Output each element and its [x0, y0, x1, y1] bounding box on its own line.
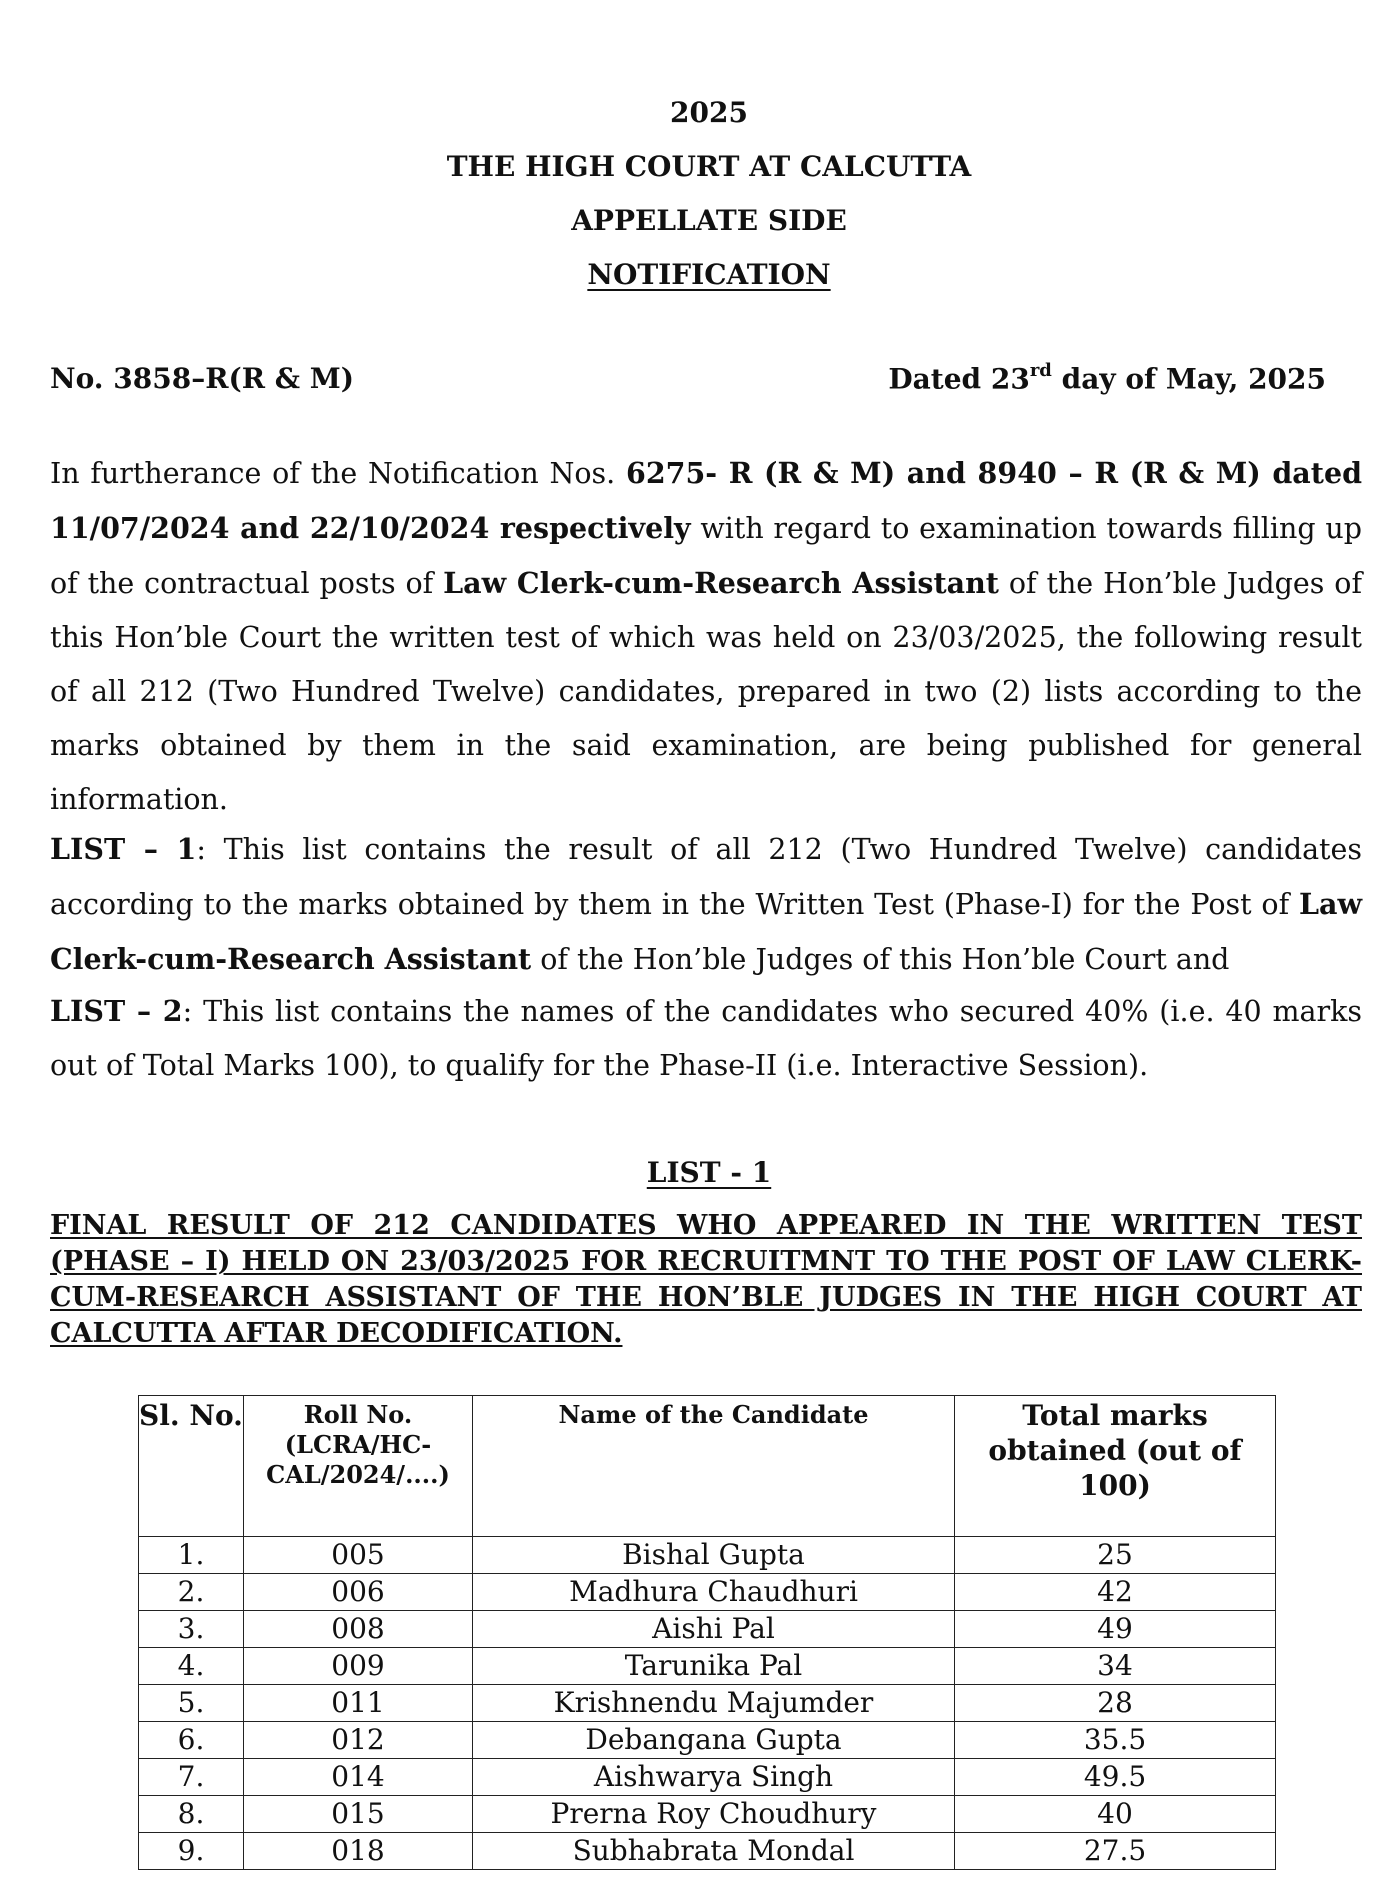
- table-row: 7. 014 Aishwarya Singh 49.5: [139, 1759, 1276, 1796]
- table-row: 1. 005 Bishal Gupta 25: [139, 1537, 1276, 1574]
- side-heading: APPELLATE SIDE: [571, 204, 847, 237]
- reference-row: [50, 362, 1360, 395]
- court-heading: THE HIGH COURT AT CALCUTTA: [446, 150, 972, 183]
- list1-description: LIST – 1: This list contains the result of all 212 (Two Hundred Twelve) candidates according to the marks obtained by them in the Written Test (Phase-I) for the Post of Law Clerk-cum-Research Assistant of the Hon’ble Judges of this Hon’ble Court and: [50, 832, 1363, 976]
- list1-label: LIST – 1: [50, 832, 197, 866]
- table-row: 3. 008 Aishi Pal 49: [139, 1611, 1276, 1648]
- header-total-marks: Total marks obtained (out of 100): [955, 1396, 1276, 1537]
- table-row: 9. 018 Subhabrata Mondal 27.5: [139, 1833, 1276, 1870]
- notification-number: No. 3858–R(R & M): [50, 362, 355, 395]
- list2-description: LIST – 2: This list contains the names of the candidates who secured 40% (i.e. 40 marks out of Total Marks 100), to qualify for the Phase-II (i.e. Interactive Session).: [50, 994, 1362, 1082]
- table-row: 4. 009 Tarunika Pal 34: [139, 1648, 1276, 1685]
- list1-title: LIST - 1: [646, 1156, 772, 1189]
- header-candidate-name: Name of the Candidate: [473, 1396, 955, 1537]
- table-row: 5. 011 Krishnendu Majumder 28: [139, 1685, 1276, 1722]
- header-roll-no: Roll No. (LCRA/HC-CAL/2024/....): [244, 1396, 473, 1537]
- notification-date: Dated 23rd day of May, 2025: [888, 360, 1326, 396]
- table-row: 2. 006 Madhura Chaudhuri 42: [139, 1574, 1276, 1611]
- notification-title: NOTIFICATION: [587, 258, 831, 291]
- table-header-row: [139, 1396, 1276, 1537]
- table-row: 8. 015 Prerna Roy Choudhury 40: [139, 1796, 1276, 1833]
- header-sl-no: Sl. No.: [139, 1396, 244, 1537]
- table-row: 6. 012 Debangana Gupta 35.5: [139, 1722, 1276, 1759]
- year-heading: 2025: [670, 96, 748, 129]
- results-table: [138, 1395, 1276, 1870]
- list2-label: LIST – 2: [50, 994, 183, 1028]
- list1-heading: FINAL RESULT OF 212 CANDIDATES WHO APPEARED IN THE WRITTEN TEST (PHASE – I) HELD ON 23/03/2025 FOR RECRUITMNT TO THE POST OF LAW CLERK-CUM-RESEARCH ASSISTANT OF THE HON’BLE JUDGES IN THE HIGH COURT AT CALCUTTA AFTAR DECODIFICATION.: [50, 1210, 1362, 1349]
- notification-heading: [0, 258, 1400, 291]
- intro-paragraph: In furtherance of the Notification Nos. 6275- R (R & M) and 8940 – R (R & M) dated 11/07/2024 and 22/10/2024 respectively with regard to examination towards filling up of the contractual posts of Law Clerk-cum-Research Assistant of the Hon’ble Judges of this Hon’ble Court the written test of which was held on 23/03/2025, the following result of all 212 (Two Hundred Twelve) candidates, prepared in two (2) lists according to the marks obtained by them in the said examination, are being published for general information.: [50, 456, 1363, 816]
